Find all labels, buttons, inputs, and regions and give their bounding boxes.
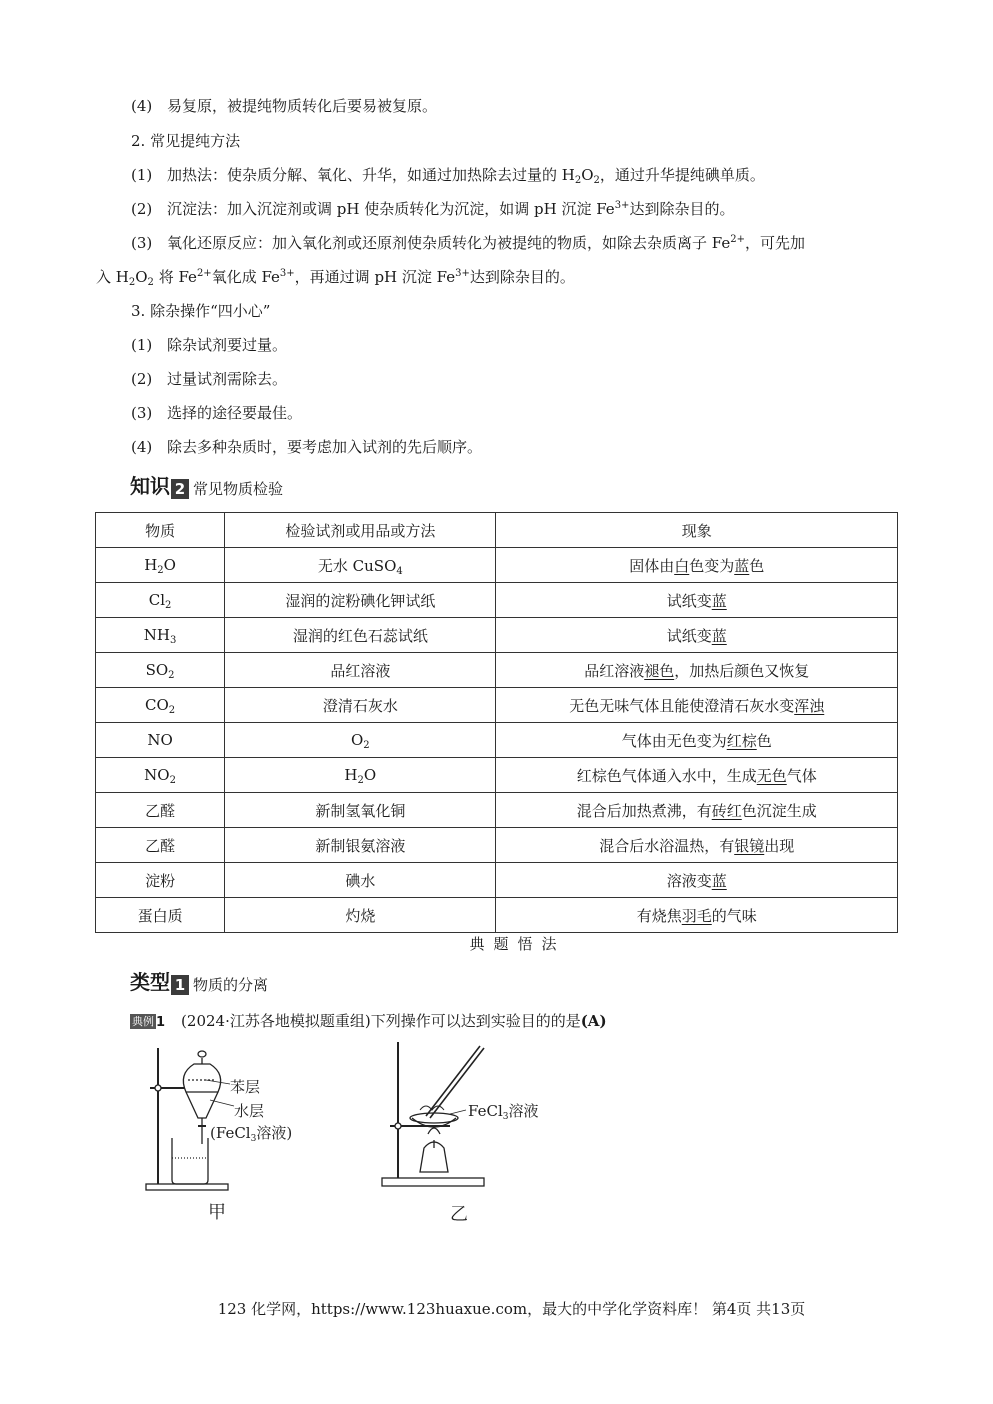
header-substance: 物质 — [96, 513, 225, 548]
funnel-labels — [208, 1078, 292, 1223]
stand-base — [146, 1184, 228, 1190]
rule-3: (3) 选择的途径要最佳。 — [131, 404, 303, 422]
cell-reagent: 湿润的淀粉碘化钾试纸 — [225, 583, 496, 618]
rule-2: (2) 过量试剂需除去。 — [131, 370, 288, 388]
stand-base-2 — [382, 1178, 484, 1186]
cell-reagent: 品红溶液 — [225, 653, 496, 688]
cell-phenomenon: 无色无味气体且能使澄清石灰水变浑浊 — [496, 688, 898, 723]
table-header-row — [96, 513, 898, 548]
cell-substance: $H_2O$ — [96, 548, 225, 583]
example-tag: 典例 — [132, 1015, 154, 1028]
cell-substance: $Cl_2$ — [96, 583, 225, 618]
cell-reagent: 无水 CuSO$_4$ — [225, 548, 496, 583]
cell-phenomenon: 红棕色气体通入水中，生成无色气体 — [496, 758, 898, 793]
cell-substance: 淀粉 — [96, 863, 225, 898]
table-row — [96, 688, 898, 723]
item-4: (4) 易复原，被提纯物质转化后要易被复原。 — [131, 97, 438, 115]
separatory-funnel-setup — [146, 1048, 234, 1190]
heading-purification-methods: 2. 常见提纯方法 — [131, 132, 241, 150]
heading-four-cautions: 3. 除杂操作“四小心” — [131, 302, 271, 320]
rule-4: (4) 除去多种杂质时，要考虑加入试剂的先后顺序。 — [131, 438, 483, 456]
label-benzene-layer: 苯层 — [230, 1078, 261, 1096]
evaporation-labels — [450, 1102, 539, 1225]
label-yi: 乙 — [450, 1204, 468, 1225]
table-row — [96, 583, 898, 618]
cell-substance: $NO_2$ — [96, 758, 225, 793]
table-row — [96, 793, 898, 828]
type-number-badge: 1 — [171, 975, 189, 995]
cell-substance: $CO_2$ — [96, 688, 225, 723]
table-row — [96, 618, 898, 653]
cell-substance: 蛋白质 — [96, 898, 225, 933]
cell-reagent: $H_2O$ — [225, 758, 496, 793]
cell-reagent: 湿润的红色石蕊试纸 — [225, 618, 496, 653]
cell-phenomenon: 混合后加热煮沸，有砖红色沉淀生成 — [496, 793, 898, 828]
section-caption: 典题悟法 — [469, 935, 566, 953]
table-row — [96, 548, 898, 583]
table-row — [96, 898, 898, 933]
page-footer: 123 化学网，https://www.123huaxue.com，最大的中学化学资料库！ 第4页 共13页 — [217, 1300, 806, 1318]
cell-phenomenon: 试纸变蓝 — [496, 618, 898, 653]
method-3-continued: 入 $H_2O_2$ 将 $Fe^{2+}$氧化成 $Fe^{3+}$，再通过调 pH 沉淀 $Fe^{3+}$达到除杂目的。 — [96, 268, 575, 288]
cell-reagent: 新制氢氧化铜 — [225, 793, 496, 828]
cell-phenomenon: 试纸变蓝 — [496, 583, 898, 618]
table-row — [96, 723, 898, 758]
label-fecl3-solution: (FeCl$_3$溶液) — [210, 1124, 293, 1144]
cell-substance: $NH_3$ — [96, 618, 225, 653]
section-heading-knowledge-2: 知识 2 常见物质检验 — [130, 474, 284, 498]
example-answer: (A) — [580, 1012, 607, 1030]
label-fecl3-solution-2: FeCl$_3$溶液 — [468, 1102, 539, 1122]
label-jia: 甲 — [208, 1202, 226, 1223]
cell-reagent: $O_2$ — [225, 723, 496, 758]
header-phenomenon: 现象 — [496, 513, 898, 548]
cell-reagent: 灼烧 — [225, 898, 496, 933]
cell-substance: NO — [96, 723, 225, 758]
table-row — [96, 863, 898, 898]
cell-phenomenon: 气体由无色变为红棕色 — [496, 723, 898, 758]
apparatus-figure — [120, 1040, 600, 1225]
example-1: 典例 1 (2024·江苏各地模拟题重组)下列操作可以达到实验目的的是(A) — [132, 1012, 607, 1030]
substance-test-table — [95, 512, 898, 933]
table-row — [96, 758, 898, 793]
cell-reagent: 新制银氨溶液 — [225, 828, 496, 863]
method-1: (1) 加热法：使杂质分解、氧化、升华，如通过加热除去过量的 $H_2O_2$，通过升华提纯碘单质。 — [131, 166, 765, 186]
section-number-badge: 2 — [171, 479, 189, 499]
cell-phenomenon: 品红溶液褪色，加热后颜色又恢复 — [496, 653, 898, 688]
cell-phenomenon: 固体由白色变为蓝色 — [496, 548, 898, 583]
method-2: (2) 沉淀法：加入沉淀剂或调 pH 使杂质转化为沉淀，如调 pH 沉淀 $Fe^{3+}$达到除杂目的。 — [131, 200, 735, 218]
cell-reagent: 碘水 — [225, 863, 496, 898]
cell-phenomenon: 有烧焦羽毛的气味 — [496, 898, 898, 933]
table-row — [96, 653, 898, 688]
cell-substance: $SO_2$ — [96, 653, 225, 688]
cell-phenomenon: 混合后水浴温热，有银镜出现 — [496, 828, 898, 863]
method-3: (3) 氧化还原反应：加入氧化剂或还原剂使杂质转化为被提纯的物质，如除去杂质离子 $Fe^{2+}$，可先加 — [131, 234, 806, 252]
cell-reagent: 澄清石灰水 — [225, 688, 496, 723]
cell-substance: 乙醛 — [96, 793, 225, 828]
rule-1: (1) 除杂试剂要过量。 — [131, 336, 288, 354]
cell-substance: 乙醛 — [96, 828, 225, 863]
label-water-layer: 水层 — [234, 1102, 265, 1120]
cell-phenomenon: 溶液变蓝 — [496, 863, 898, 898]
table-row — [96, 828, 898, 863]
section-heading-type-1: 类型 1 物质的分离 — [130, 970, 269, 994]
header-reagent: 检验试剂或用品或方法 — [225, 513, 496, 548]
